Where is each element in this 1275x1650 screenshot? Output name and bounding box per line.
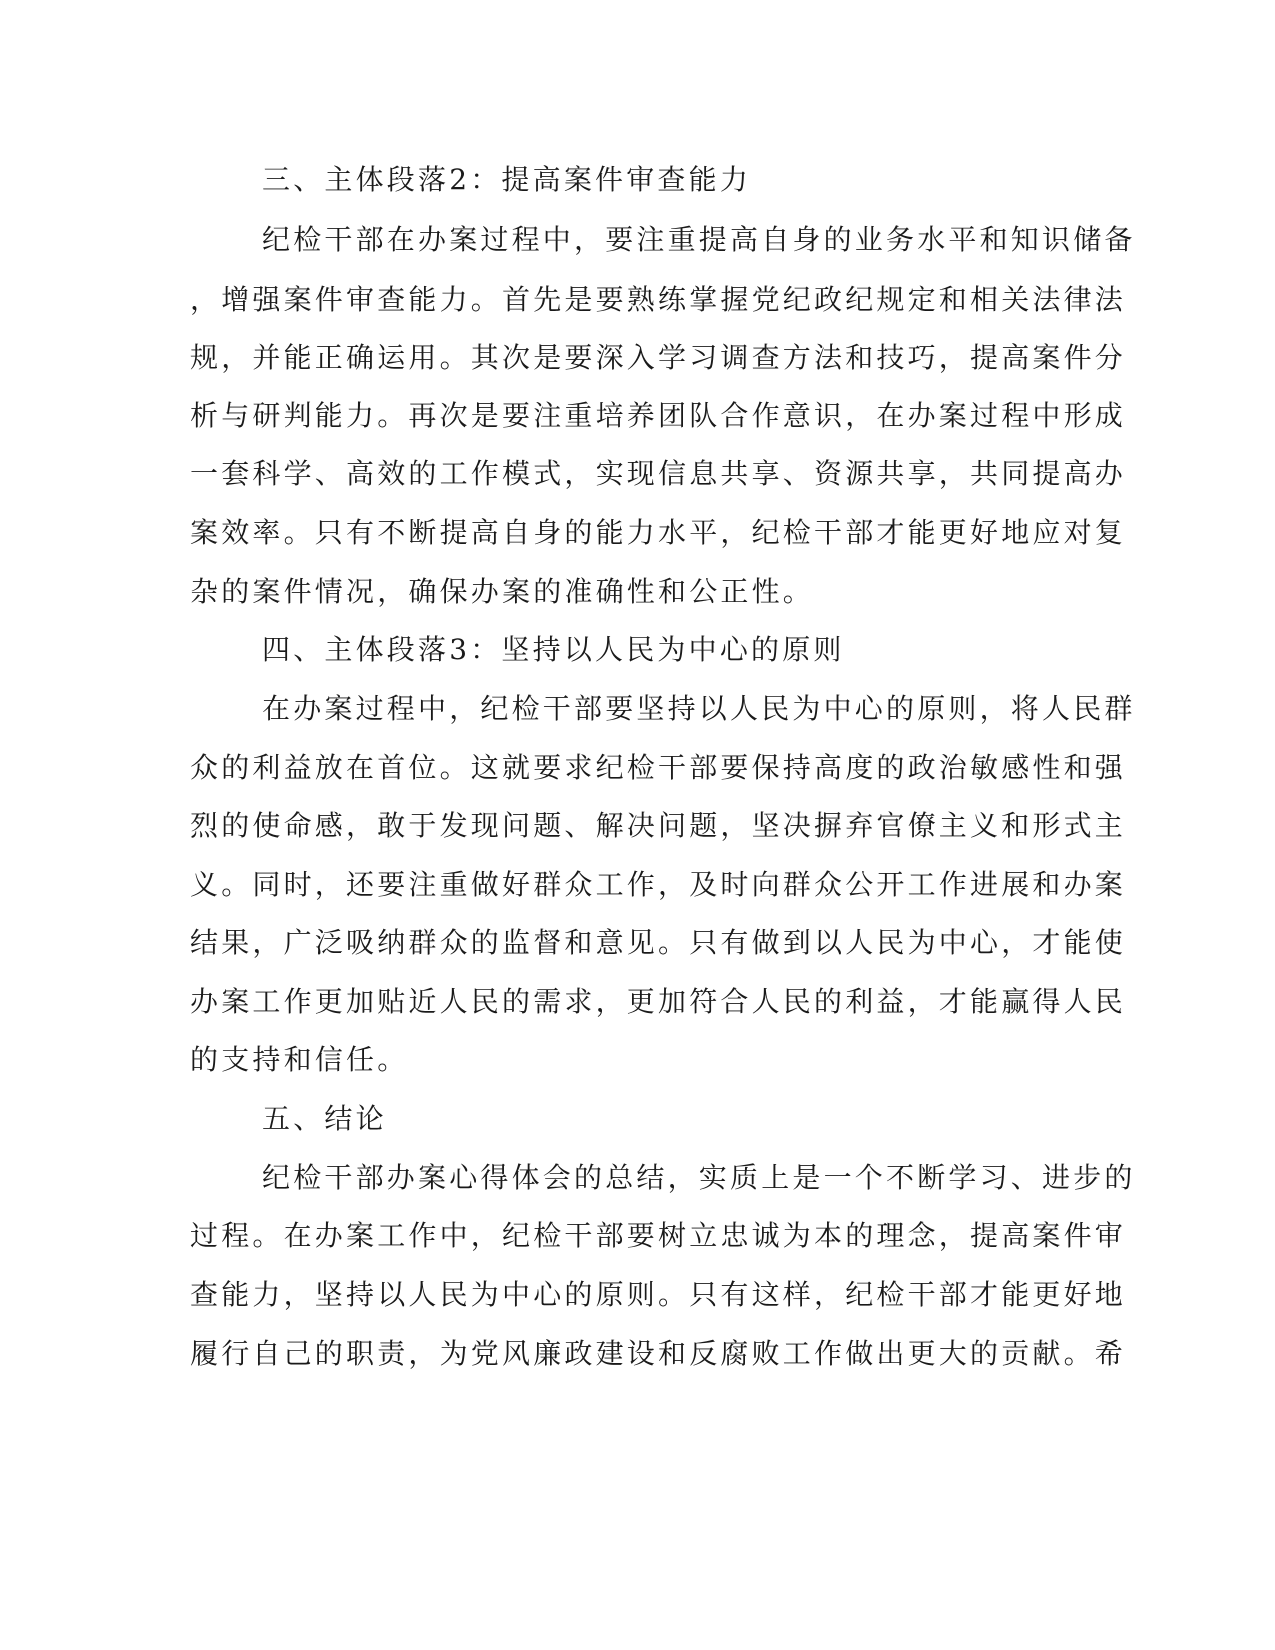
section-heading-3: 三、主体段落2：提高案件审查能力: [262, 163, 752, 196]
paragraph-line: 办案工作更加贴近人民的需求，更加符合人民的利益，才能赢得人民: [190, 985, 1127, 1018]
paragraph-line: 义。同时，还要注重做好群众工作，及时向群众公开工作进展和办案: [190, 868, 1127, 901]
paragraph-line: 析与研判能力。再次是要注重培养团队合作意识，在办案过程中形成: [190, 399, 1127, 432]
paragraph-line: 烈的使命感，敢于发现问题、解决问题，坚决摒弃官僚主义和形式主: [190, 809, 1127, 842]
paragraph-line: 纪检干部在办案过程中，要注重提高自身的业务水平和知识储备: [262, 223, 1136, 256]
paragraph-line: 在办案过程中，纪检干部要坚持以人民为中心的原则，将人民群: [262, 692, 1136, 725]
paragraph-line: 过程。在办案工作中，纪检干部要树立忠诚为本的理念，提高案件审: [190, 1219, 1127, 1252]
paragraph-line: 结果，广泛吸纳群众的监督和意见。只有做到以人民为中心，才能使: [190, 926, 1127, 959]
paragraph-line: 案效率。只有不断提高自身的能力水平，纪检干部才能更好地应对复: [190, 516, 1127, 549]
section-heading-5: 五、结论: [262, 1102, 387, 1135]
paragraph-line: 的支持和信任。: [190, 1043, 409, 1076]
section-heading-4: 四、主体段落3：坚持以人民为中心的原则: [262, 633, 845, 666]
paragraph-line: 规，并能正确运用。其次是要深入学习调查方法和技巧，提高案件分: [190, 341, 1127, 374]
paragraph-line: 纪检干部办案心得体会的总结，实质上是一个不断学习、进步的: [262, 1161, 1136, 1194]
paragraph-line: 履行自己的职责，为党风廉政建设和反腐败工作做出更大的贡献。希: [190, 1337, 1127, 1370]
paragraph-line: 查能力，坚持以人民为中心的原则。只有这样，纪检干部才能更好地: [190, 1278, 1127, 1311]
paragraph-line: 众的利益放在首位。这就要求纪检干部要保持高度的政治敏感性和强: [190, 751, 1127, 784]
paragraph-line: 杂的案件情况，确保办案的准确性和公正性。: [190, 575, 815, 608]
paragraph-line: ，增强案件审查能力。首先是要熟练掌握党纪政纪规定和相关法律法: [190, 283, 1127, 316]
paragraph-line: 一套科学、高效的工作模式，实现信息共享、资源共享，共同提高办: [190, 457, 1127, 490]
